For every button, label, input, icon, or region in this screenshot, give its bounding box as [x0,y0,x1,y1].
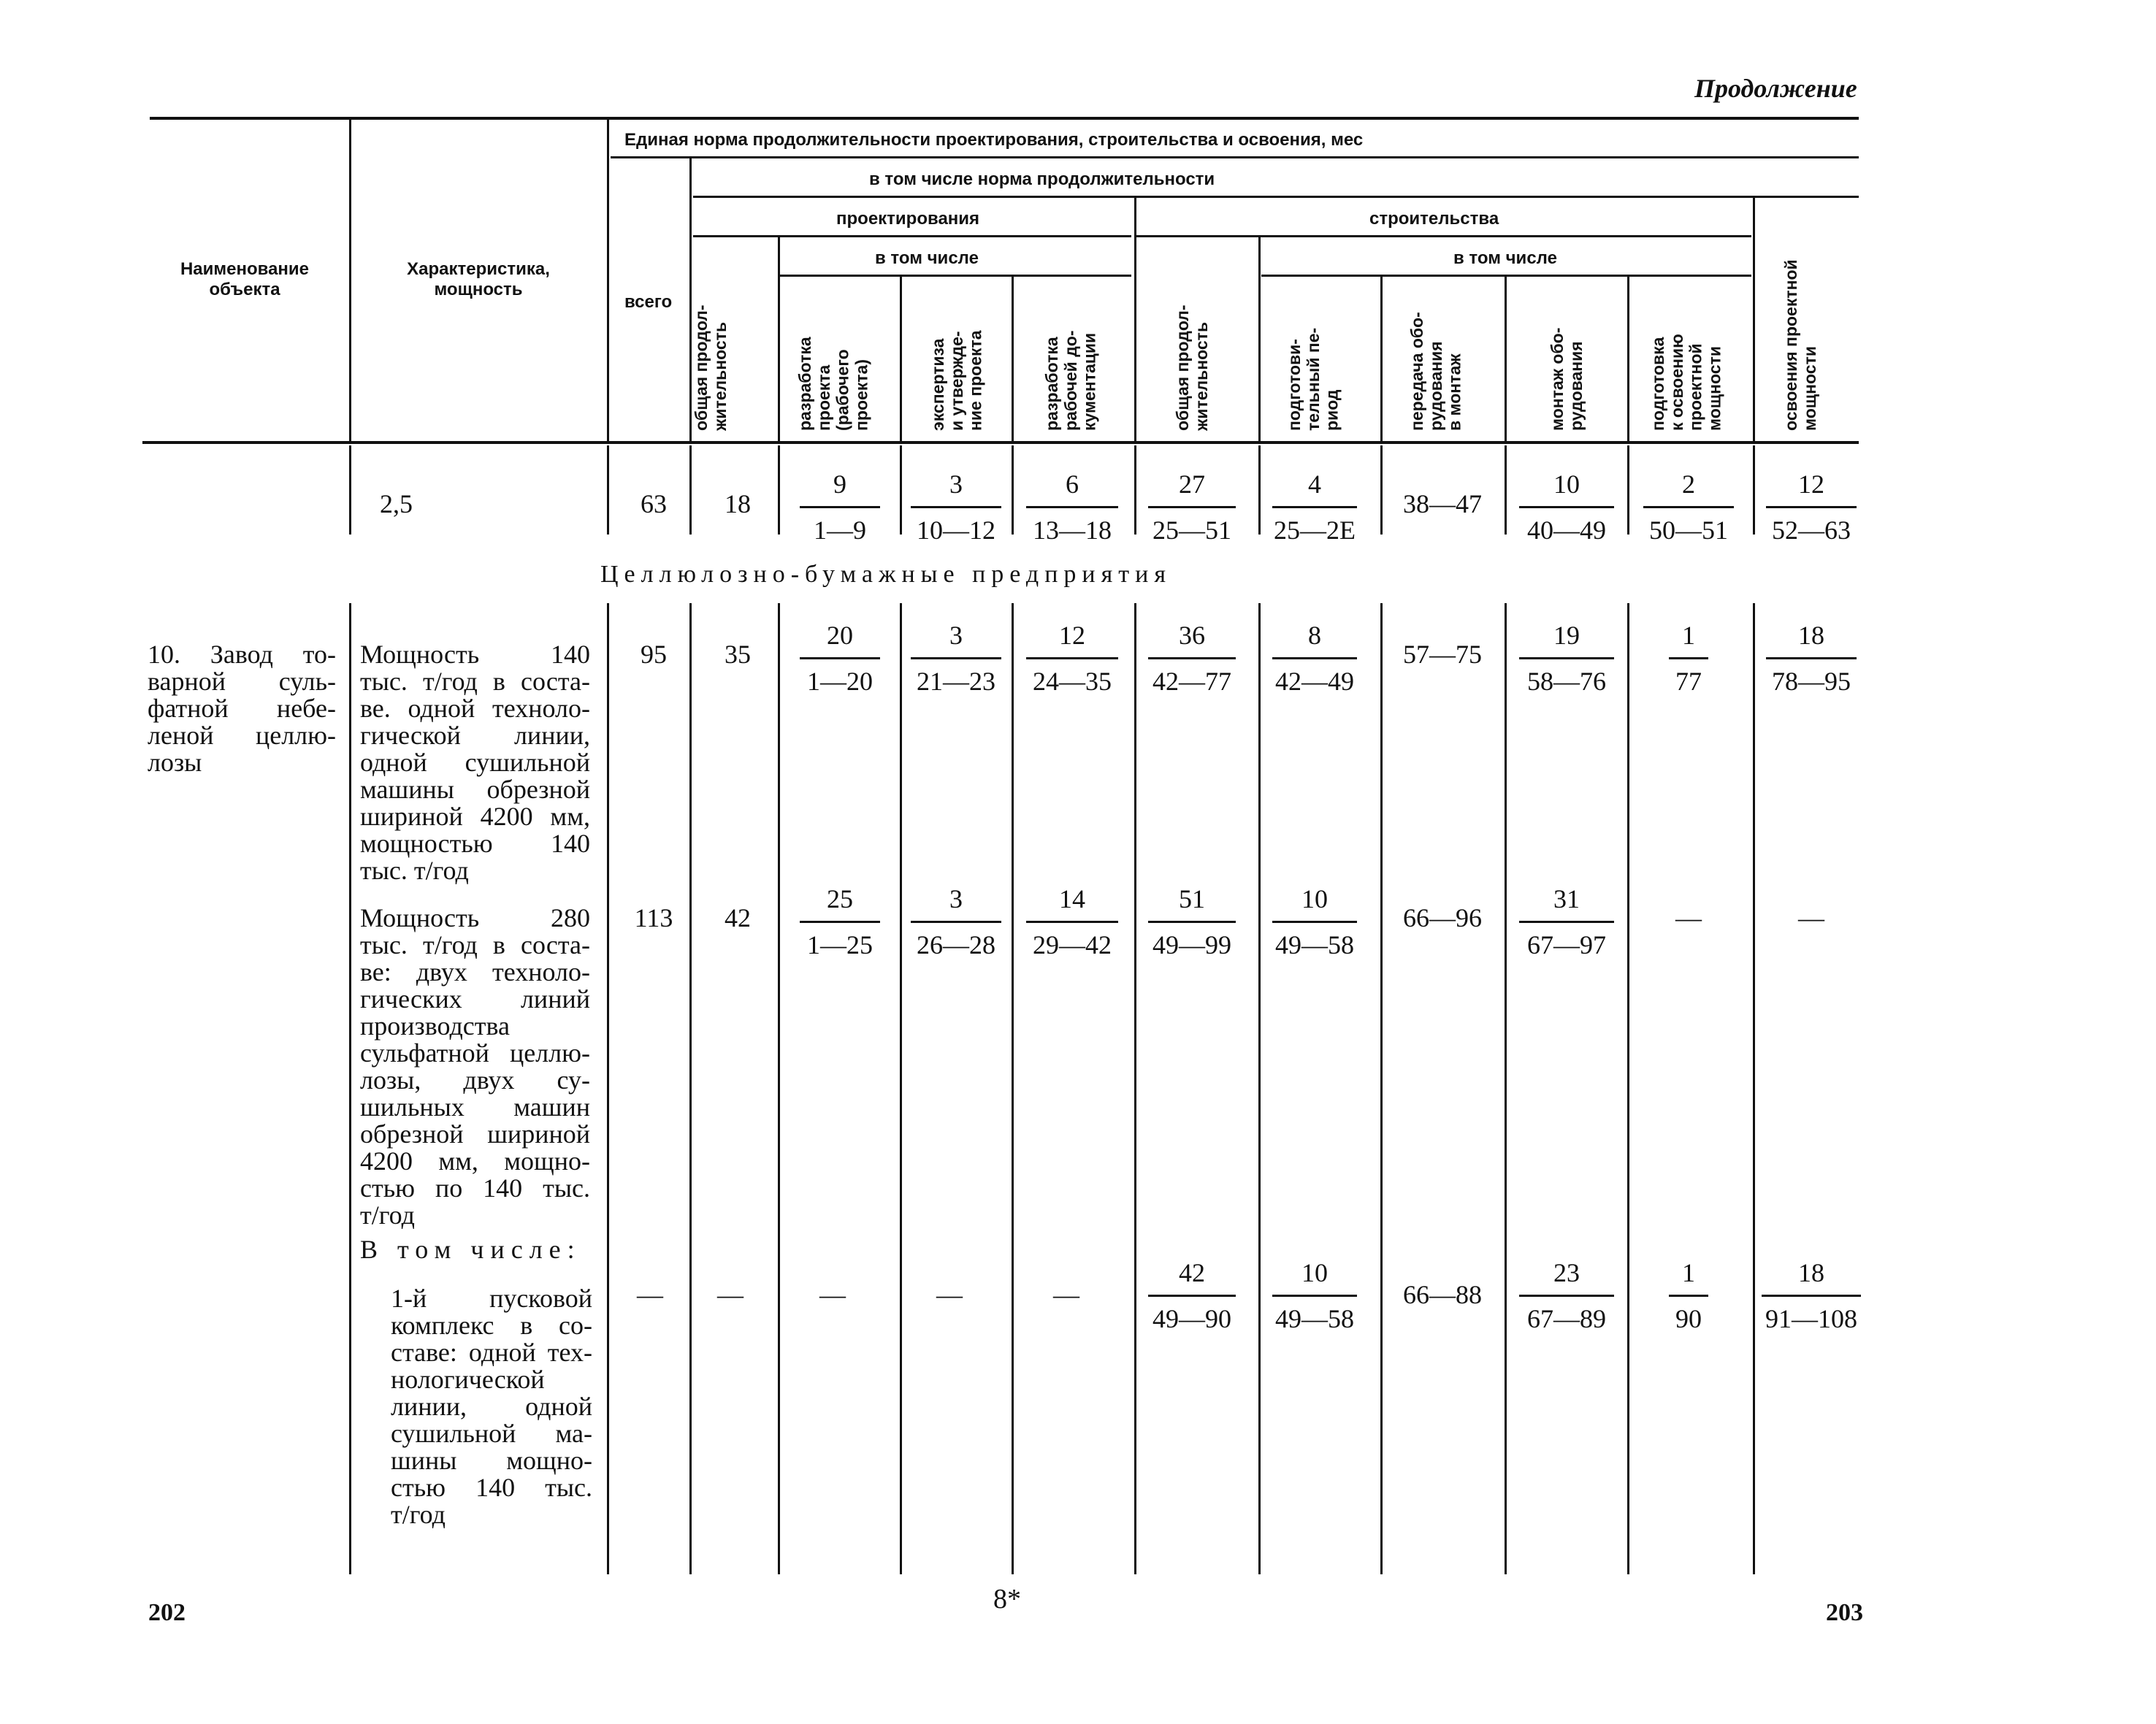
construction-rule [1136,235,1751,237]
row3-working-docs: — [1053,1280,1079,1309]
row3-prep-period: $\frac{10}{49—58}$ [1272,1260,1357,1332]
header-vline [349,120,351,441]
body-vline [1258,603,1261,1574]
header-vline [900,277,902,441]
center-signature-mark: 8* [993,1584,1021,1614]
header-design-working: разработка рабочей до- кументации [1042,330,1099,431]
row3-design-total: — [717,1280,743,1309]
row1-design-total: 35 [725,640,751,669]
row2-equipment-transfer: 66—96 [1403,903,1482,932]
row2-characteristic: Мощность 280 тыс. т/год в соста- ве: двух техноло- гических линий производства сульфатной целлю- лозы, двух су- шильных машин обрезной шириной 4200 мм, мощно- стью по 140 тыс. т/год [360,903,590,1230]
table-top-rule [150,117,1859,120]
header-construction: строительства [1369,209,1499,229]
header-design-total: общая продол- жительность [692,304,730,431]
row3-design-project: — [819,1280,846,1309]
header-vline [1134,198,1136,441]
header-equipment-install: монтаж обо- рудования [1548,327,1586,431]
row1-equipment-install: $\frac{19}{58—76}$ [1519,622,1614,694]
body-vline [1627,445,1629,535]
header-mastering: освоения проектной мощности [1781,259,1819,431]
row0-design-project: $\frac{9}{1—9}$ [800,471,880,543]
row3-equipment-transfer: 66—88 [1403,1280,1482,1309]
header-total: всего [624,292,673,312]
row0-construction-total: $\frac{27}{25—51}$ [1148,471,1236,543]
row2-equipment-install: $\frac{31}{67—97}$ [1519,886,1614,958]
body-vline [1753,445,1755,535]
body-vline [1505,445,1507,535]
design-including-rule [779,275,1131,277]
header-unified-norm: Единая норма продолжительности проектирования, строительства и освоения, мес [624,130,1364,150]
including-rule [693,196,1859,198]
row0-mastering-prep: $\frac{2}{50—51}$ [1643,471,1734,543]
row1-characteristic: Мощность 140 тыс. т/год в соста- ве. одной техноло- гической линии, одной сушильной машины обрезной шириной 4200 мм, мощностью 140 тыс. т/год [360,640,590,885]
row2-expertise: $\frac{3}{26—28}$ [911,886,1001,958]
row1-prep-period: $\frac{8}{42—49}$ [1272,622,1357,694]
row2-design-project: $\frac{25}{1—25}$ [800,886,880,958]
header-vline [778,237,780,441]
row0-total: 63 [641,489,667,518]
body-vline [1012,603,1014,1574]
header-design-including: в том числе [875,248,979,268]
body-vline [1258,445,1261,535]
design-rule [693,235,1131,237]
body-vline [349,445,351,535]
page-number-right: 203 [1826,1599,1863,1626]
row2-construction-total: $\frac{51}{49—99}$ [1148,886,1236,958]
row1-expertise: $\frac{3}{21—23}$ [911,622,1001,694]
row3-total: — [637,1280,663,1309]
header-characteristic: Характеристика, мощность [407,259,550,299]
header-construction-total: общая продол- жительность [1173,304,1211,431]
including-label: В том числе: [360,1235,581,1264]
header-vline [1753,198,1755,441]
object-name: 10. Завод то- варной суль- фатной небе- леной целлю- лозы [148,640,336,777]
row2-mastering: — [1798,903,1824,932]
body-vline [1012,445,1014,535]
body-vline [349,603,351,1574]
header-equipment-transfer: передача обо- рудования в монтаж [1407,312,1464,431]
row3-equipment-install: $\frac{23}{67—89}$ [1519,1260,1614,1332]
row2-working-docs: $\frac{14}{29—42}$ [1026,886,1118,958]
unified-rule [611,156,1859,158]
page-number-left: 202 [148,1599,186,1626]
header-vline [1627,277,1629,441]
row0-expertise: $\frac{3}{10—12}$ [911,471,1001,543]
header-construction-prep: подготови- тельный пе- риод [1285,327,1342,431]
body-vline [689,603,692,1574]
row0-working-docs: $\frac{6}{13—18}$ [1026,471,1118,543]
row1-mastering-prep: $\frac{1}{77}$ [1669,622,1708,694]
header-vline [1012,277,1014,441]
body-vline [778,445,780,535]
row2-mastering-prep: — [1675,903,1702,932]
header-vline [1380,277,1383,441]
body-vline [900,445,902,535]
header-construction-including: в том числе [1453,248,1557,268]
row2-total: 113 [634,903,673,932]
row1-mastering: $\frac{18}{78—95}$ [1766,622,1857,694]
row3-characteristic: 1-й пусковой комплекс в со- ставе: одной тех- нологической линии, одной сушильной ма- шины мощно- стью 140 тыс. т/год [391,1284,592,1529]
row3-construction-total: $\frac{42}{49—90}$ [1148,1260,1236,1332]
body-vline [607,445,609,535]
body-vline [1380,603,1383,1574]
row3-mastering-prep: $\frac{1}{90}$ [1669,1260,1708,1332]
body-vline [607,603,609,1574]
body-vline [1753,603,1755,1574]
row2-prep-period: $\frac{10}{49—58}$ [1272,886,1357,958]
header-mastering-prep: подготовка к освоению проектной мощности [1648,334,1724,431]
row1-total: 95 [641,640,667,669]
body-vline [1134,445,1136,535]
row3-mastering: $\frac{18}{91—108}$ [1762,1260,1861,1332]
header-vline [1505,277,1507,441]
header-including-norm: в том числе норма продолжительности [869,169,1215,189]
body-vline [689,445,692,535]
header-object-name: Наименование объекта [180,259,310,299]
row0-equipment-install: $\frac{10}{40—49}$ [1519,471,1614,543]
header-design-project: разработка проекта (рабочего проекта) [795,337,871,431]
row0-design-total: 18 [725,489,751,518]
row1-design-project: $\frac{20}{1—20}$ [800,622,880,694]
body-vline [1134,603,1136,1574]
body-vline [900,603,902,1574]
row0-mastering: $\frac{12}{52—63}$ [1766,471,1857,543]
row0-characteristic: 2,5 [380,489,413,518]
body-vline [1505,603,1507,1574]
header-vline [607,120,609,441]
row2-design-total: 42 [725,903,751,932]
header-design: проектирования [836,209,980,229]
body-vline [1380,445,1383,535]
row3-expertise: — [936,1280,963,1309]
body-vline [1627,603,1629,1574]
header-bottom-rule [142,441,1859,444]
row1-working-docs: $\frac{12}{24—35}$ [1026,622,1118,694]
header-vline [1258,237,1261,441]
row0-equipment-transfer: 38—47 [1403,489,1482,518]
row0-prep-period: 4 25—2Е [1274,470,1356,545]
header-design-expertise: экспертиза и утвержде- ние проекта [928,330,985,431]
row1-construction-total: $\frac{36}{42—77}$ [1148,622,1236,694]
row1-equipment-transfer: 57—75 [1403,640,1482,669]
continuation-label: Продолжение [1694,74,1857,103]
body-vline [778,603,780,1574]
section-title: Целлюлозно-бумажные предприятия [600,561,1171,588]
